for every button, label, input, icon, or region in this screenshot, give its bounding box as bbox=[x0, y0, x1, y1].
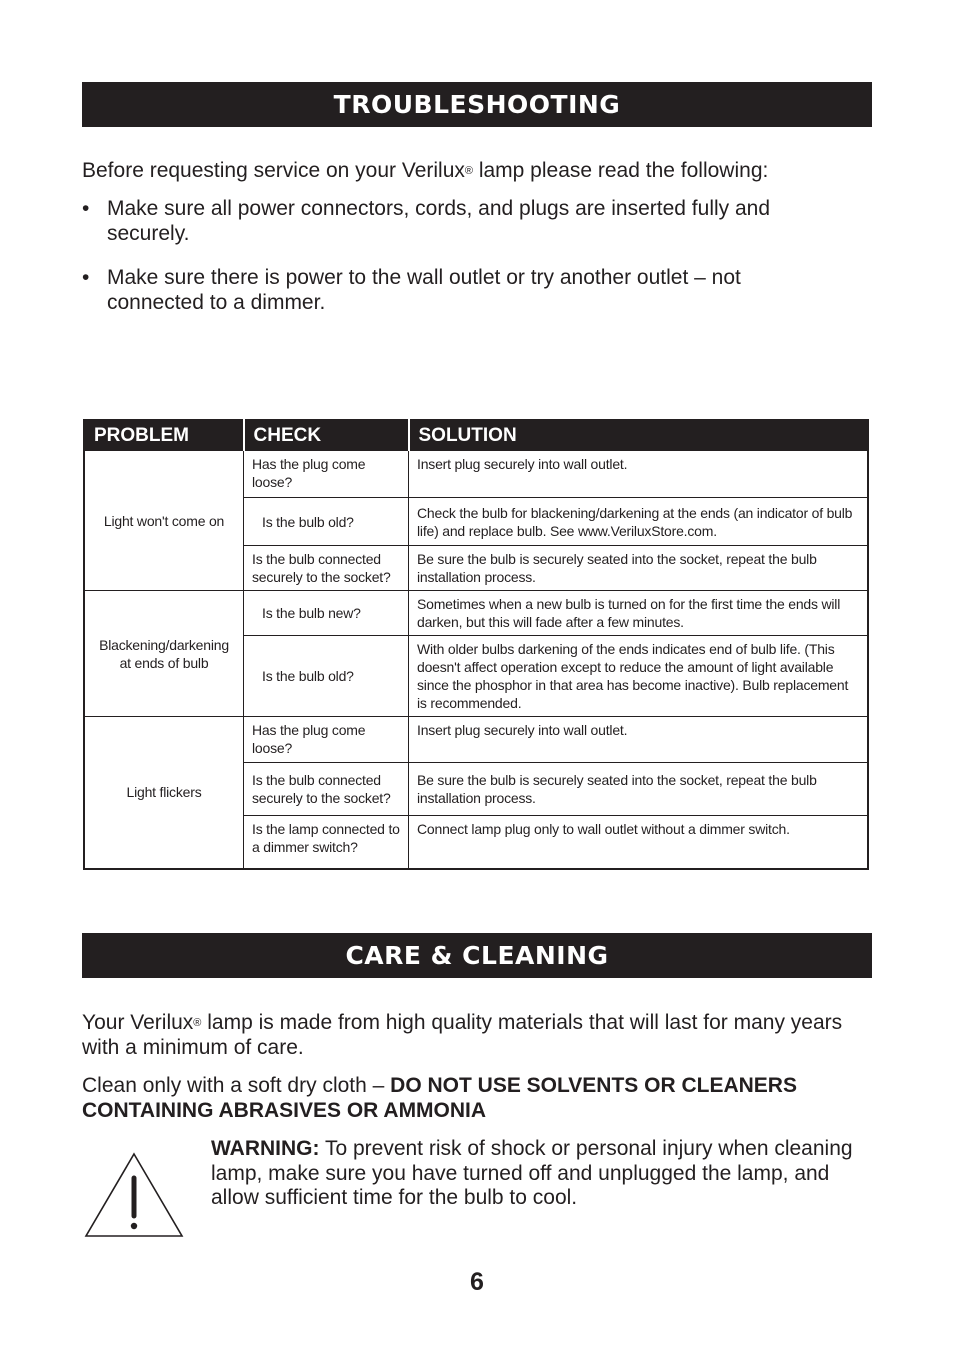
troubleshooting-intro: Before requesting service on your Verilux® lamp please read the following: bbox=[82, 159, 769, 182]
solution-cell: Insert plug securely into wall outlet. bbox=[409, 717, 869, 763]
bullet-item-outlet: • Make sure there is power to the wall outlet or try another outlet – not connected to a dimmer. bbox=[82, 266, 741, 314]
check-cell: Is the bulb old? bbox=[244, 636, 409, 717]
check-cell: Has the plug come loose? bbox=[244, 451, 409, 498]
table-row bbox=[84, 591, 868, 636]
check-cell: Is the bulb new? bbox=[244, 591, 409, 636]
check-cell: Has the plug come loose? bbox=[244, 717, 409, 763]
solution-cell: Be sure the bulb is securely seated into the socket, repeat the bulb installation process. bbox=[409, 763, 869, 816]
solution-cell: Insert plug securely into wall outlet. bbox=[409, 451, 869, 498]
check-cell: Is the bulb connected securely to the socket? bbox=[244, 546, 409, 591]
solution-cell: Connect lamp plug only to wall outlet without a dimmer switch. bbox=[409, 816, 869, 869]
solution-cell: Check the bulb for blackening/darkening at the ends (an indicator of bulb life) and replace bulb. See www.VeriluxStore.com. bbox=[409, 498, 869, 546]
problem-cell: Light won't come on bbox=[84, 451, 244, 591]
header-solution: SOLUTION bbox=[409, 420, 869, 451]
header-check: CHECK bbox=[244, 420, 409, 451]
problem-cell: Blackening/darkening at ends of bulb bbox=[84, 591, 244, 717]
warning-label: WARNING: bbox=[211, 1137, 320, 1160]
care-cleaning-heading: CARE & CLEANING bbox=[82, 933, 872, 978]
table-row bbox=[84, 451, 868, 498]
page-number: 6 bbox=[470, 1268, 484, 1296]
solution-cell: With older bulbs darkening of the ends indicates end of bulb life. (This doesn't affect operation except to reduce the amount of light available since the phosphor in that area has become inactive). Bulb replacement is recommended. bbox=[409, 636, 869, 717]
warning-triangle-icon bbox=[84, 1152, 184, 1238]
check-cell: Is the bulb connected securely to the socket? bbox=[244, 763, 409, 816]
solution-cell: Sometimes when a new bulb is turned on for the first time the ends will darken, but this will fade after a few minutes. bbox=[409, 591, 869, 636]
header-problem: PROBLEM bbox=[84, 420, 244, 451]
cleaning-warning-bold: DO NOT USE SOLVENTS OR CLEANERS CONTAINING ABRASIVES OR AMMONIA bbox=[82, 1074, 797, 1122]
warning-paragraph: WARNING: To prevent risk of shock or personal injury when cleaning lamp, make sure you have turned off and unplugged the lamp, and allow sufficient time for the bulb to cool. bbox=[211, 1137, 853, 1209]
table-header-row bbox=[84, 420, 868, 451]
bullet-symbol: • bbox=[82, 197, 90, 220]
table-row bbox=[84, 717, 868, 763]
bullet-item-connectors: • Make sure all power connectors, cords, and plugs are inserted fully and securely. bbox=[82, 197, 771, 245]
troubleshooting-heading: TROUBLESHOOTING bbox=[82, 82, 872, 127]
check-cell: Is the bulb old? bbox=[244, 498, 409, 546]
troubleshooting-table bbox=[83, 419, 869, 870]
problem-cell: Light flickers bbox=[84, 717, 244, 869]
care-paragraph-materials: Your Verilux® lamp is made from high quality materials that will last for many years with a minimum of care. bbox=[82, 1011, 843, 1059]
solution-cell: Be sure the bulb is securely seated into the socket, repeat the bulb installation process. bbox=[409, 546, 869, 591]
bullet-symbol: • bbox=[82, 266, 90, 289]
check-cell: Is the lamp connected to a dimmer switch? bbox=[244, 816, 409, 869]
care-paragraph-cleaning: Clean only with a soft dry cloth – DO NOT USE SOLVENTS OR CLEANERS CONTAINING ABRASIVES OR AMMONIA bbox=[82, 1074, 797, 1122]
